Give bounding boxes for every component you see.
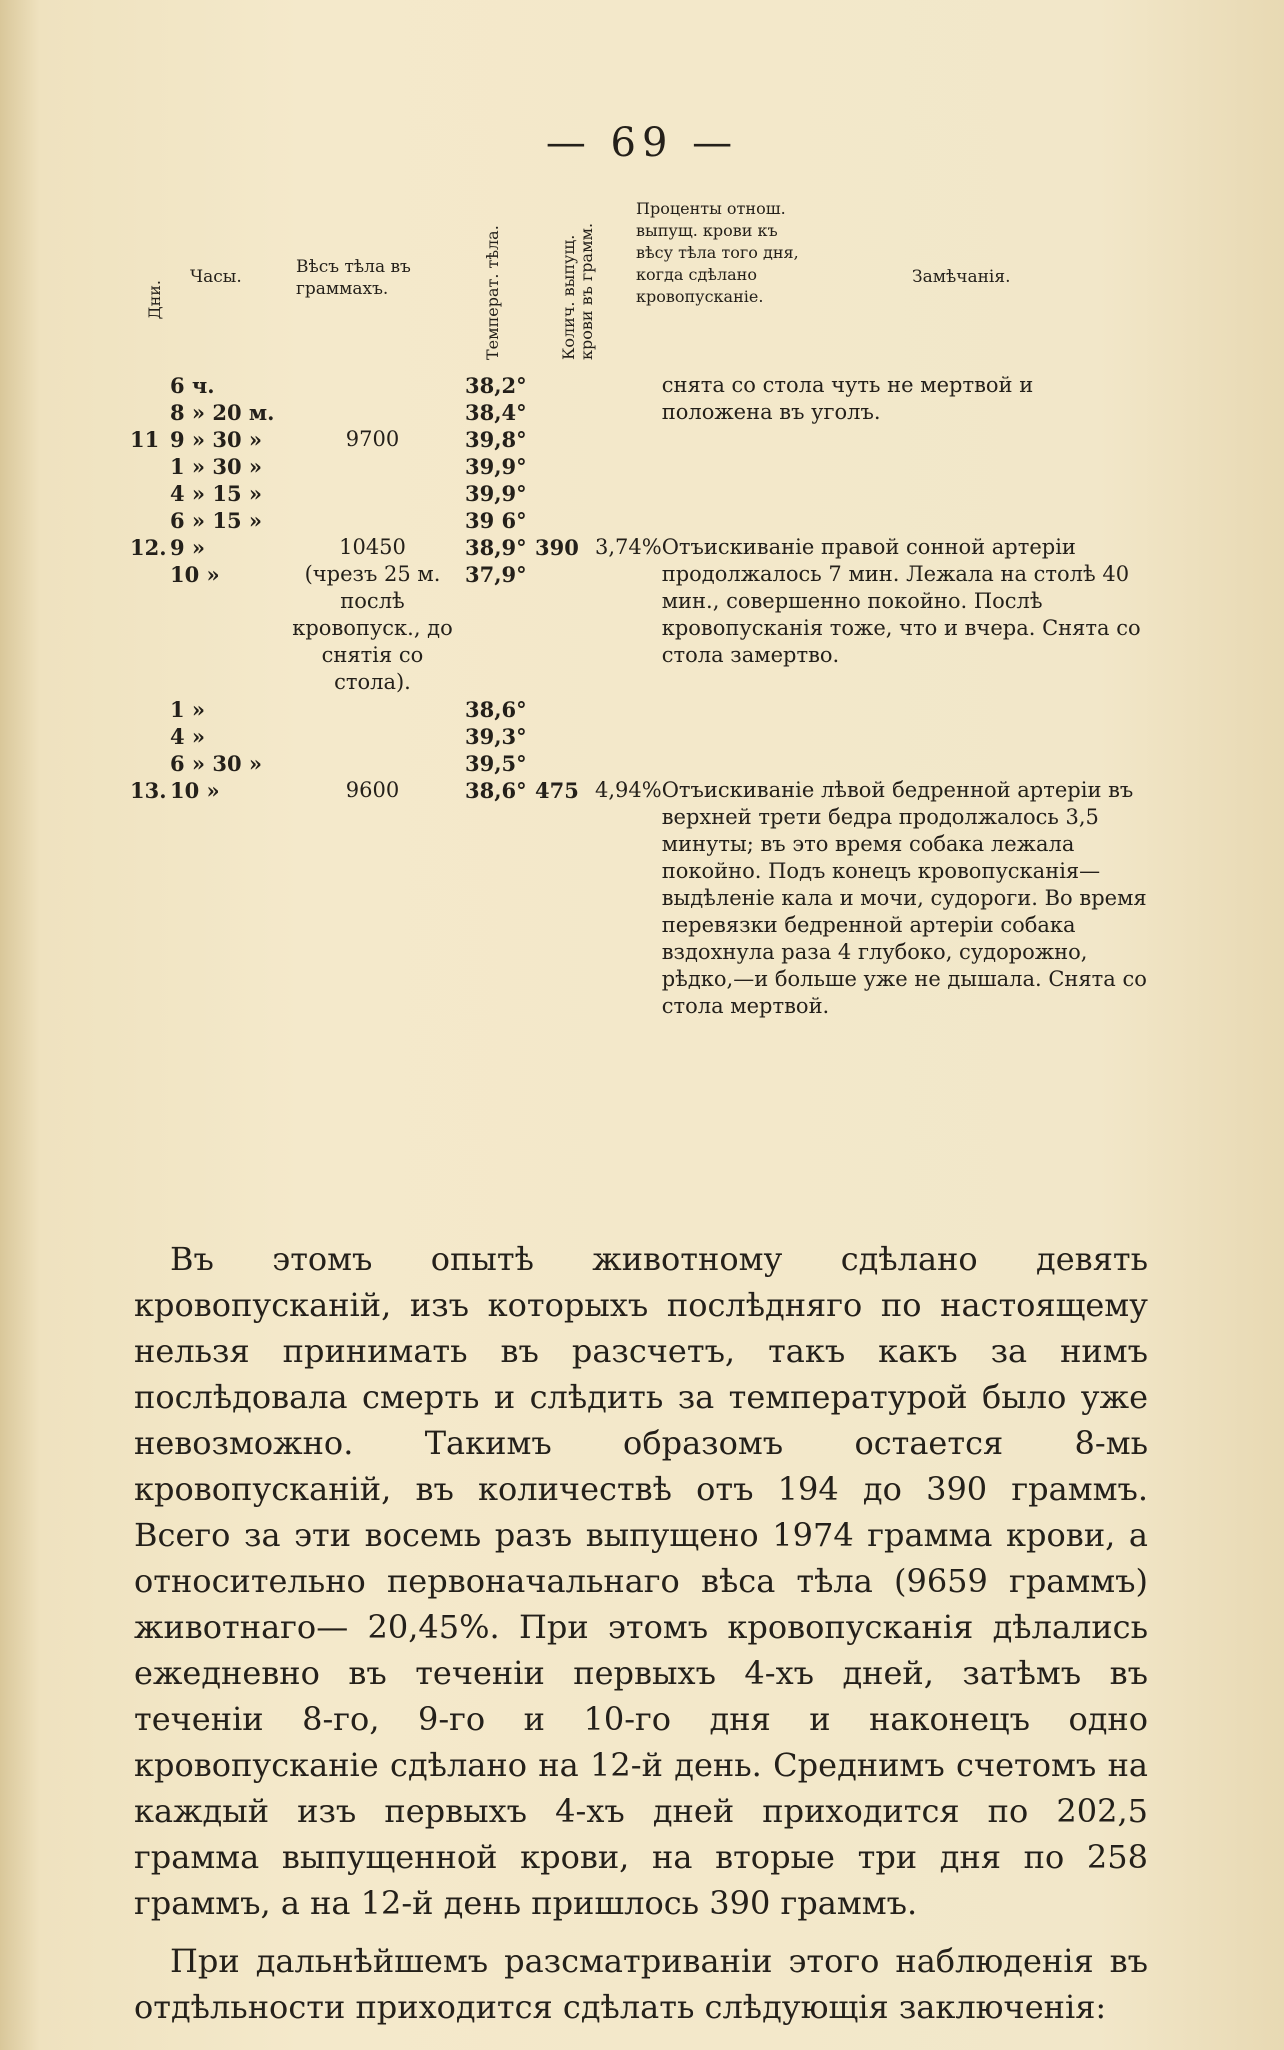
cell-temp: 39,5°	[465, 751, 527, 776]
cell-day	[130, 480, 170, 507]
cell-blood	[535, 426, 595, 453]
cell-weight: 9600	[345, 778, 400, 802]
cell-weight	[280, 696, 465, 723]
cell-weight	[280, 507, 465, 534]
cell-time: 10 »	[170, 778, 220, 803]
cell-weight	[280, 723, 465, 750]
cell-time: 9 » 30 »	[170, 427, 263, 452]
paragraph: Въ этомъ опытѣ животному сдѣлано девять кровопусканій, изъ которыхъ послѣдняго по настоящему нельзя принимать въ разсчетъ, такъ какъ за нимъ послѣдовала смерть и слѣдить за температурой было уже невозможно. Такимъ образомъ остается 8-мь кровопусканій, въ количествѣ отъ 194 до 390 граммъ. Всего за эти восемь разъ выпущено 1974 грамма крови, а относительно первоначальнаго вѣса тѣла (9659 граммъ) животнаго— 20,45%. При этомъ кровопусканія дѣлались ежедневно въ теченіи первыхъ 4-хъ дней, затѣмъ въ теченіи 8-го, 9-го и 10-го дня и наконецъ одно кровопусканіе сдѣлано на 12-й день. Среднимъ счетомъ на каждый изъ первыхъ 4-хъ дней приходится по 202,5 грамма выпущенной крови, на вторые три дня по 258 граммъ, а на 12-й день пришлось 390 граммъ.	[134, 1240, 1148, 1922]
header-blood: Колич. выпущ. крови въ грамм.	[559, 222, 596, 360]
cell-time: 1 » 30 »	[170, 454, 263, 479]
cell-blood	[535, 561, 595, 696]
cell-temp: 39,8°	[465, 427, 527, 452]
cell-percent	[595, 696, 662, 723]
cell-blood: 390	[535, 535, 579, 560]
cell-percent	[595, 480, 662, 507]
cell-weight	[280, 399, 465, 426]
cell-temp: 37,9°	[465, 562, 527, 587]
cell-percent	[595, 453, 662, 480]
cell-time: 9 »	[170, 535, 206, 560]
cell-temp: 38,6°	[465, 778, 527, 803]
cell-weight	[280, 750, 465, 777]
cell-percent	[595, 399, 662, 426]
cell-percent	[595, 372, 662, 399]
table-row	[130, 777, 1150, 1020]
cell-blood: 475	[535, 778, 579, 803]
header-remarks: Замѣчанія.	[912, 267, 1011, 287]
header-temp: Температ. тѣла.	[483, 225, 502, 360]
cell-percent	[595, 723, 662, 750]
cell-blood	[535, 480, 595, 507]
cell-day	[130, 561, 170, 696]
cell-time: 6 ч.	[170, 373, 215, 398]
cell-weight: (чрезъ 25 м. послѣ кровопуск., до снятія со стола).	[292, 562, 453, 694]
cell-time: 6 » 15 »	[170, 508, 263, 533]
cell-percent	[595, 750, 662, 777]
cell-percent	[595, 426, 662, 453]
cell-blood	[535, 723, 595, 750]
cell-percent	[595, 507, 662, 534]
cell-day	[130, 453, 170, 480]
table-row	[130, 372, 1150, 399]
page-number: — 69 —	[545, 120, 739, 166]
cell-day: 13.	[130, 778, 167, 803]
cell-temp: 38,6°	[465, 697, 527, 722]
cell-day: 11	[130, 427, 160, 452]
header-time: Часы.	[190, 267, 242, 287]
cell-temp: 39 6°	[465, 508, 527, 533]
cell-blood	[535, 453, 595, 480]
cell-day	[130, 696, 170, 723]
cell-percent	[595, 561, 662, 696]
header-percent: Проценты отнош. выпущ. крови къ вѣсу тѣла того дня, когда сдѣлано кровопусканіе.	[636, 199, 799, 306]
cell-weight: 10450	[339, 535, 406, 559]
cell-percent: 3,74%	[595, 535, 662, 559]
header-day: Дни.	[145, 280, 164, 320]
cell-time: 8 » 20 м.	[170, 400, 275, 425]
cell-blood	[535, 696, 595, 723]
cell-weight: 9700	[345, 427, 400, 451]
cell-remarks: снята со стола чуть не мертвой и положена въ уголъ.	[661, 373, 1034, 424]
data-table	[130, 372, 1150, 1020]
cell-temp: 38,2°	[465, 373, 527, 398]
cell-time: 10 »	[170, 562, 220, 587]
cell-day	[130, 372, 170, 399]
cell-day	[130, 750, 170, 777]
cell-temp: 39,3°	[465, 724, 527, 749]
cell-blood	[535, 507, 595, 534]
cell-time: 6 » 30 »	[170, 751, 263, 776]
cell-day	[130, 399, 170, 426]
paragraph: При дальнѣйшемъ разсматриваніи этого наблюденія въ отдѣльности приходится сдѣлать слѣдующія заключенія:	[134, 1942, 1148, 2026]
cell-day: 12.	[130, 535, 167, 560]
body-text	[134, 1236, 1148, 2042]
cell-temp: 39,9°	[465, 454, 527, 479]
cell-time: 4 » 15 »	[170, 481, 263, 506]
cell-blood	[535, 372, 595, 399]
cell-day	[130, 507, 170, 534]
cell-blood	[535, 399, 595, 426]
cell-day	[130, 723, 170, 750]
cell-weight	[280, 372, 465, 399]
cell-blood	[535, 750, 595, 777]
cell-temp: 38,9°	[465, 535, 527, 560]
cell-time: 1 »	[170, 697, 206, 722]
cell-remarks: Отъискиваніе правой сонной артеріи продолжалось 7 мин. Лежала на столѣ 40 мин., совершенно покойно. Послѣ кровопусканія тоже, что и вчера. Снята со стола замертво.	[661, 535, 1141, 667]
cell-remarks: Отъискиваніе лѣвой бедренной артеріи въ верхней трети бедра продолжалось 3,5 минуты; въ это время собака лежала покойно. Подъ конецъ кровопусканія—выдѣленіе кала и мочи, судороги. Во время перевязки бедренной артеріи собака вздохнула раза 4 глубоко, судорожно, рѣдко,—и больше уже не дышала. Снята со стола мертвой.	[661, 778, 1147, 1018]
cell-weight	[280, 480, 465, 507]
cell-temp: 38,4°	[465, 400, 527, 425]
cell-temp: 39,9°	[465, 481, 527, 506]
table-row	[130, 534, 1150, 561]
cell-weight	[280, 453, 465, 480]
header-weight: Вѣсъ тѣла въ граммахъ.	[296, 257, 411, 299]
cell-time: 4 »	[170, 724, 206, 749]
cell-percent: 4,94%	[595, 778, 662, 802]
